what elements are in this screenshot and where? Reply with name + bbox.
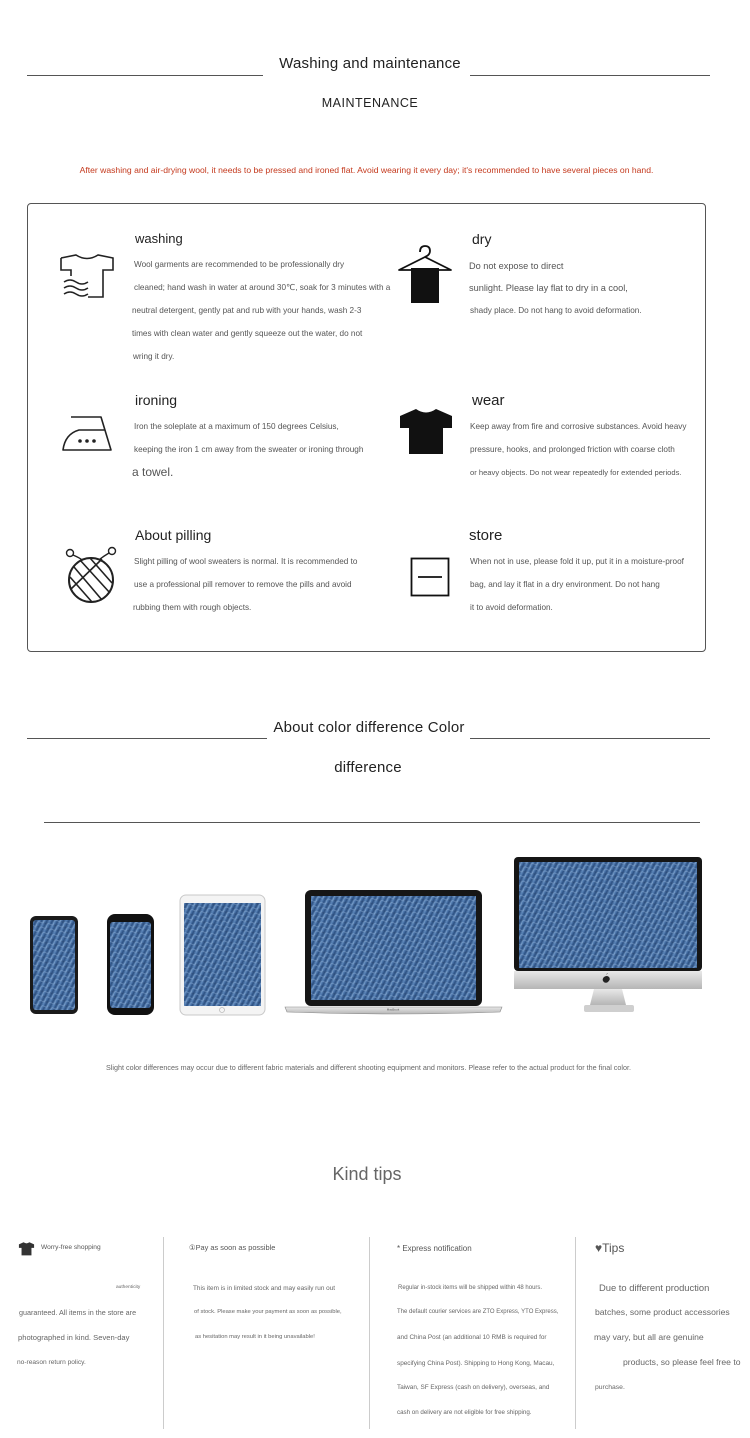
tips-column-separator-2 (369, 1237, 370, 1429)
pilling-title: About pilling (135, 527, 212, 543)
desktop-monitor-device (514, 857, 702, 1012)
express-text-2: The default courier services are ZTO Express, YTO Express, (397, 1309, 559, 1315)
dry-text-3: shady place. Do not hang to avoid deformation. (470, 306, 642, 315)
washing-title: washing (135, 231, 183, 246)
wear-text-2: pressure, hooks, and prolonged friction with coarse cloth (470, 445, 675, 454)
express-text-6: cash on delivery are not eligible for free shipping. (397, 1409, 532, 1416)
title-line-left (27, 75, 263, 76)
maintenance-notice: After washing and air-drying wool, it needs to be pressed and ironed flat. Avoid wearing it every day; it's recommended to have several pieces on hand. (79, 165, 654, 175)
tips-text-1: Due to different production (599, 1282, 710, 1293)
ironing-title: ironing (135, 392, 178, 408)
worry-free-text-3: photographed in kind. Seven-day (18, 1333, 130, 1342)
tips-text-3: may vary, but all are genuine (594, 1332, 704, 1342)
tshirt-icon (18, 1242, 35, 1256)
color-difference-title: About color difference Color (273, 719, 465, 736)
tshirt-wash-icon (58, 252, 116, 302)
laptop-brand-label: MacBook (386, 1007, 400, 1012)
ironing-text-1: Iron the soleplate at a maximum of 150 degrees Celsius, (134, 422, 339, 431)
yarn-ball-icon (62, 545, 120, 605)
tips-text-2: batches, some product accessories (595, 1307, 730, 1317)
wear-title: wear (472, 392, 505, 409)
tablet-device (180, 895, 265, 1015)
iron-icon (61, 414, 115, 454)
tips-text-4: products, so please feel free to (623, 1357, 741, 1367)
pilling-text-2: use a professional pill remover to remove the pills and avoid (134, 580, 352, 589)
store-text-3: it to avoid deformation. (470, 603, 553, 612)
maintenance-title: Washing and maintenance (279, 55, 461, 72)
ironing-text-2: keeping the iron 1 cm away from the sweater or ironing through (134, 445, 364, 454)
color-difference-title-cont: difference (334, 759, 402, 776)
express-text-3: and China Post (an additional 10 RMB is required for (397, 1334, 547, 1341)
express-head: * Express notification (397, 1244, 472, 1253)
tips-column-separator-3 (575, 1237, 576, 1429)
store-title: store (469, 527, 503, 544)
express-text-1: Regular in-stock items will be shipped within 48 hours. (398, 1285, 543, 1291)
tips-head: ♥Tips (595, 1241, 625, 1255)
express-text-5: Taiwan, SF Express (cash on delivery), overseas, and (397, 1384, 550, 1391)
express-text-4: specifying China Post). Shipping to Hong Kong, Macau, (397, 1360, 555, 1367)
dry-title: dry (472, 231, 492, 247)
washing-text-5: wring it dry. (133, 352, 175, 361)
phone-device-1 (30, 916, 78, 1014)
storage-box-icon (410, 557, 450, 597)
pilling-text-3: rubbing them with rough objects. (133, 603, 252, 612)
pay-soon-text-2: of stock. Please make your payment as soon as possible, (194, 1309, 342, 1315)
store-text-1: When not in use, please fold it up, put it in a moisture-proof (470, 557, 684, 566)
washing-text-4: times with clean water and gently squeeze out the water, do not (132, 329, 363, 338)
dry-text-1: Do not expose to direct (469, 261, 564, 271)
washing-text-1: Wool garments are recommended to be professionally dry (134, 260, 345, 269)
maintenance-subtitle: MAINTENANCE (321, 96, 419, 110)
hanger-icon (396, 244, 454, 306)
worry-free-text-4: no-reason return policy. (17, 1359, 86, 1366)
pay-soon-text-3: as hesitation may result in it being unavailable! (195, 1334, 315, 1340)
store-text-2: bag, and lay it flat in a dry environment. Do not hang (470, 580, 660, 589)
phone-device-2 (107, 914, 154, 1015)
color-difference-caption: Slight color differences may occur due to different fabric materials and different shooting equipment and monitors. Please refer to the actual product for the final color. (106, 1063, 631, 1072)
washing-text-3: neutral detergent, gently pat and rub with your hands, wash 2-3 (132, 306, 362, 315)
pay-soon-text-1: This item is in limited stock and may easily run out (193, 1285, 336, 1292)
kind-tips-title: Kind tips (332, 1164, 402, 1184)
section-divider (44, 822, 700, 823)
dry-text-2: sunlight. Please lay flat to dry in a cool, (469, 283, 628, 293)
tips-column-separator-1 (163, 1237, 164, 1429)
title-line-right (470, 75, 710, 76)
washing-text-2: cleaned; hand wash in water at around 30℃, soak for 3 minutes with a (134, 283, 391, 292)
pay-soon-head: ①Pay as soon as possible (189, 1243, 276, 1252)
worry-free-text-2: guaranteed. All items in the store are (19, 1308, 137, 1317)
wear-text-1: Keep away from fire and corrosive substances. Avoid heavy (470, 422, 687, 431)
worry-free-head: Worry-free shopping (41, 1244, 101, 1251)
wear-text-3: or heavy objects. Do not wear repeatedly for extended periods. (470, 468, 682, 477)
tshirt-icon (398, 408, 454, 456)
worry-free-text-1: authenticity (116, 1285, 141, 1290)
color-title-line-right (470, 738, 710, 739)
color-title-line-left (27, 738, 267, 739)
laptop-device (285, 890, 502, 1014)
tips-text-5: purchase. (595, 1384, 625, 1391)
pilling-text-1: Slight pilling of wool sweaters is normal. It is recommended to (134, 557, 358, 566)
device-lineup (0, 845, 750, 1025)
ironing-text-3: a towel. (132, 465, 174, 479)
